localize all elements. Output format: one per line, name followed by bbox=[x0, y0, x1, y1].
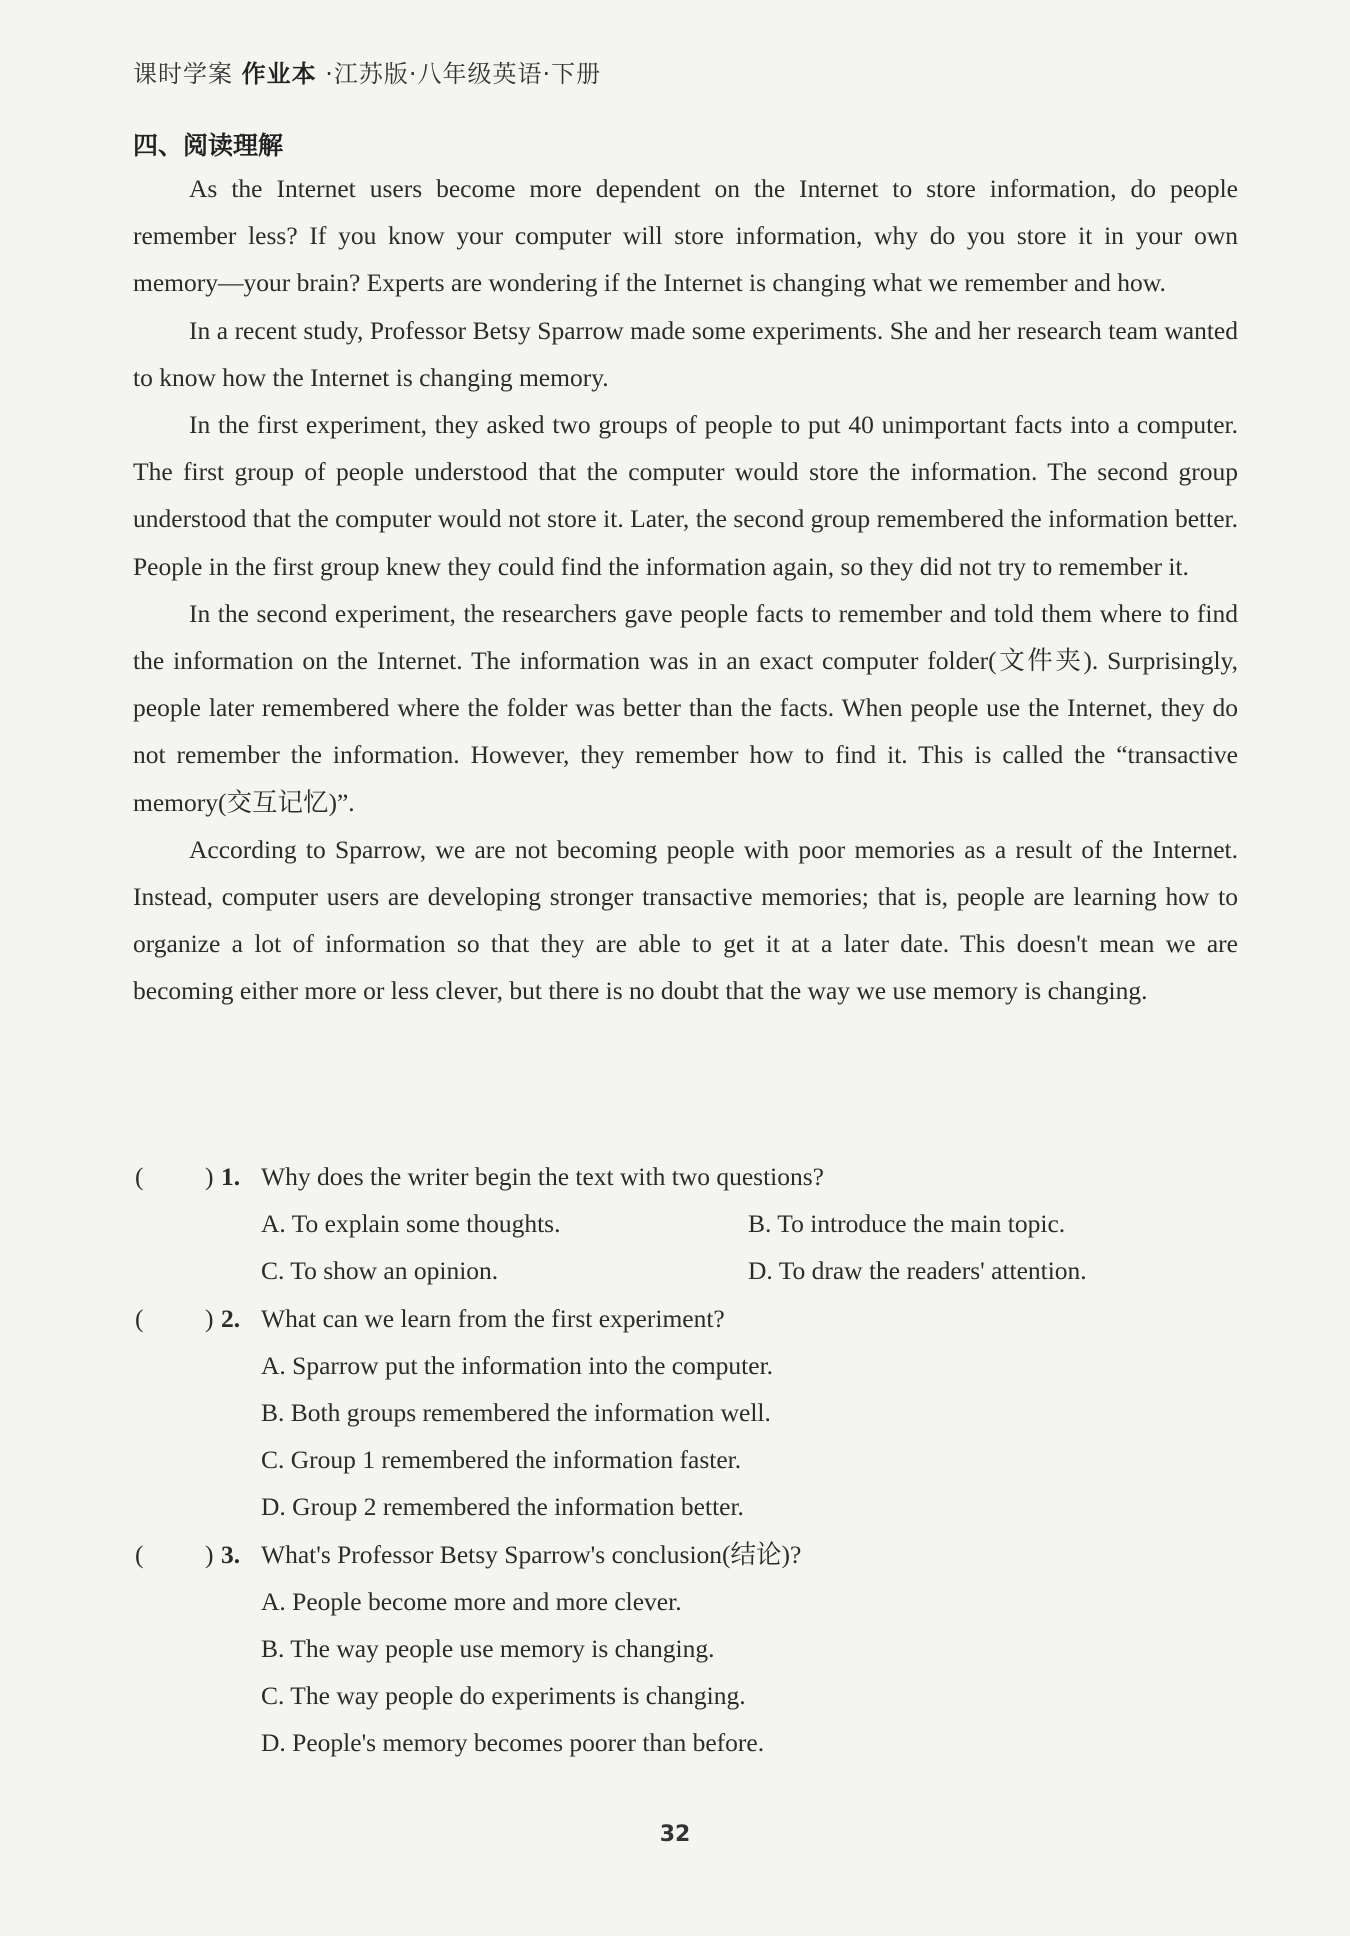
option-a: A. To explain some thoughts. bbox=[261, 1209, 561, 1239]
option-row bbox=[133, 1436, 1238, 1483]
question-3 bbox=[133, 1531, 1238, 1578]
answer-blank-close: ) bbox=[205, 1162, 214, 1191]
option-d: D. Group 2 remembered the information better. bbox=[261, 1492, 744, 1522]
header-book: 作业本 bbox=[241, 60, 317, 88]
option-row bbox=[133, 1200, 1238, 1247]
header-rest: ·江苏版·八年级英语·下册 bbox=[325, 60, 602, 88]
page-number: 32 bbox=[659, 1822, 691, 1847]
option-c: C. The way people do experiments is changing. bbox=[261, 1681, 746, 1711]
option-c: C. To show an opinion. bbox=[261, 1256, 499, 1286]
reading-passage bbox=[133, 165, 1238, 1015]
option-row bbox=[133, 1672, 1238, 1719]
option-b: B. The way people use memory is changing. bbox=[261, 1633, 715, 1663]
question-number: 1. bbox=[221, 1162, 241, 1191]
option-row bbox=[133, 1247, 1238, 1294]
option-c: C. Group 1 remembered the information faster. bbox=[261, 1445, 742, 1475]
option-d: D. People's memory becomes poorer than before. bbox=[261, 1728, 765, 1758]
passage-paragraph-1: As the Internet users become more dependent on the Internet to store information, do people remember less? If you know your computer will store information, why do you store it in your own memory—your brain? Experts are wondering if the Internet is changing what we remember and how. bbox=[133, 174, 1238, 298]
answer-blank-open: ( bbox=[135, 1539, 144, 1569]
header-series: 课时学案 bbox=[133, 60, 233, 88]
option-row bbox=[133, 1578, 1238, 1625]
option-b: B. To introduce the main topic. bbox=[748, 1209, 1066, 1239]
option-row bbox=[133, 1719, 1238, 1766]
option-a: A. Sparrow put the information into the computer. bbox=[261, 1350, 774, 1380]
answer-blank-open: ( bbox=[135, 1162, 144, 1191]
question-text: What can we learn from the first experiment? bbox=[261, 1303, 725, 1333]
question-list bbox=[133, 1153, 1238, 1766]
answer-blank-close: ) bbox=[205, 1303, 214, 1333]
passage-paragraph-5: According to Sparrow, we are not becoming people with poor memories as a result of the Internet. Instead, computer users are developing stronger transactive memories; that is, people are learning how to organize a lot of information so that they are able to get it at a later date. This doesn't mean we are becoming either more or less clever, but there is no doubt that the way we use memory is changing. bbox=[133, 834, 1238, 1006]
option-row bbox=[133, 1389, 1238, 1436]
passage-paragraph-4: In the second experiment, the researchers gave people facts to remember and told them where to find the information on the Internet. The information was in an exact computer folder(文件夹). Surprisingly, people later remembered where the folder was better than the facts. When people use the Internet, they do not remember the information. However, they remember how to find it. This is called the “transactive memory(交互记忆)”. bbox=[133, 598, 1238, 817]
option-d: D. To draw the readers' attention. bbox=[748, 1256, 1087, 1286]
passage-paragraph-3: In the first experiment, they asked two groups of people to put 40 unimportant facts into a computer. The first group of people understood that the computer would store the information. The second group understood that the computer would not store it. Later, the second group remembered the information better. People in the first group knew they could find the information again, so they did not try to remember it. bbox=[133, 410, 1238, 581]
answer-blank-close: ) bbox=[205, 1539, 214, 1569]
option-b: B. Both groups remembered the information well. bbox=[261, 1397, 771, 1427]
running-header bbox=[133, 54, 601, 89]
option-row bbox=[133, 1342, 1238, 1389]
question-number: 2. bbox=[221, 1303, 241, 1333]
section-title: 四、阅读理解 bbox=[133, 131, 284, 160]
question-1 bbox=[133, 1153, 1238, 1200]
answer-blank-open: ( bbox=[135, 1303, 144, 1333]
question-text: Why does the writer begin the text with two questions? bbox=[261, 1162, 825, 1191]
question-number: 3. bbox=[221, 1539, 241, 1569]
question-text: What's Professor Betsy Sparrow's conclusion(结论)? bbox=[261, 1539, 802, 1569]
option-a: A. People become more and more clever. bbox=[261, 1586, 682, 1616]
option-row bbox=[133, 1625, 1238, 1672]
question-2 bbox=[133, 1295, 1238, 1342]
passage-paragraph-2: In a recent study, Professor Betsy Sparrow made some experiments. She and her research team wanted to know how the Internet is changing memory. bbox=[133, 315, 1238, 392]
option-row bbox=[133, 1483, 1238, 1530]
